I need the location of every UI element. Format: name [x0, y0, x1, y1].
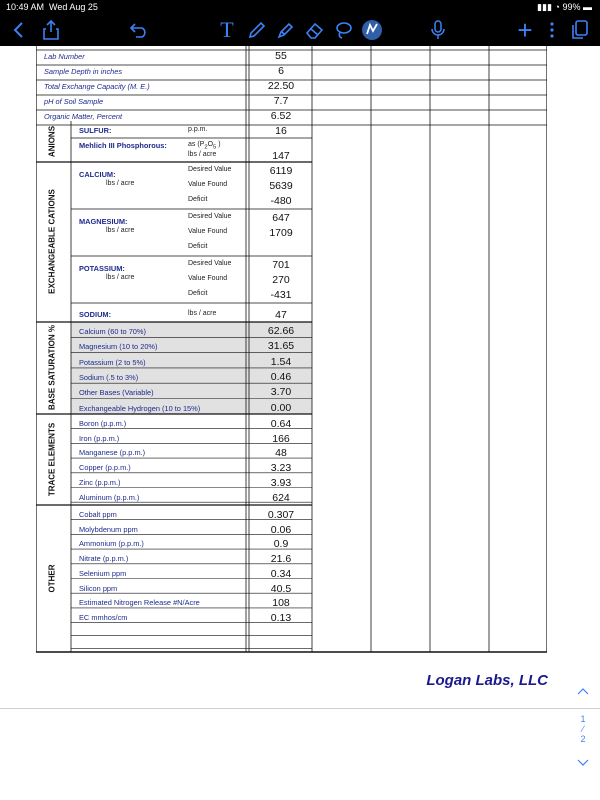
page-total: 2: [580, 734, 586, 744]
base-saturation-label: Magnesium (10 to 20%): [79, 342, 158, 352]
base-saturation-section-label: BASE SATURATION %: [47, 324, 57, 411]
magnesium-row-value: 647: [272, 212, 290, 224]
other-row-label: Selenium ppm: [79, 568, 127, 578]
phosphorus-value: 147: [272, 150, 290, 162]
add-icon[interactable]: +: [517, 14, 533, 45]
base-saturation-value: 62.66: [267, 325, 295, 337]
header-row-label: pH of Soil Sample: [44, 97, 104, 106]
base-saturation-label: Sodium (.5 to 3%): [79, 372, 139, 382]
header-row-value: 6.52: [270, 110, 292, 122]
other-row-label: EC mmhos/cm: [79, 612, 128, 622]
calcium-row-name: Desired Value: [188, 166, 232, 173]
calcium-row-name: Value Found: [188, 181, 228, 188]
pages-icon[interactable]: [570, 19, 590, 41]
trace-element-value: 3.23: [270, 462, 292, 475]
trace-section-label: TRACE ELEMENTS: [47, 422, 57, 496]
status-right: ▮▮▮ ◔ 99% ▬: [537, 2, 592, 12]
status-bar: [0, 0, 600, 14]
base-saturation-value: 1.54: [270, 355, 292, 368]
base-saturation-value: 31.65: [267, 340, 295, 353]
calcium-row-name: Deficit: [188, 196, 208, 203]
base-saturation-value: 0.00: [270, 401, 292, 414]
more-icon[interactable]: [546, 19, 558, 41]
magnesium-row-name: Deficit: [188, 243, 208, 250]
trace-element-value: 48: [275, 447, 287, 460]
page-separator: ⁄: [582, 724, 584, 734]
base-saturation-label: Calcium (60 to 70%): [79, 327, 146, 336]
other-row-value: 0.307: [267, 509, 295, 521]
potassium-unit: lbs / acre: [106, 274, 135, 281]
magnesium-row-value: 1709: [269, 227, 293, 239]
sulfur-unit: p.p.m.: [188, 126, 208, 133]
other-row-label: Ammonium (p.p.m.): [79, 539, 144, 549]
cations-section-label: EXCHANGEABLE CATIONS: [47, 189, 57, 294]
phosphorus-unit-lbs: lbs / acre: [188, 151, 217, 158]
base-saturation-label: Potassium (2 to 5%): [79, 357, 146, 367]
bottom-area: [0, 708, 600, 800]
other-row-label: Nitrate (p.p.m.): [79, 554, 129, 564]
calcium-unit: lbs / acre: [106, 180, 135, 187]
sodium-value: 47: [275, 309, 287, 321]
eraser-icon[interactable]: [303, 19, 327, 41]
trace-element-label: Aluminum (p.p.m.): [79, 492, 140, 502]
back-icon[interactable]: [8, 19, 28, 41]
potassium-row-value: 270: [272, 274, 290, 286]
page-down-icon[interactable]: [572, 758, 594, 770]
other-row-value: 0.13: [270, 611, 292, 624]
sodium-unit: lbs / acre: [188, 310, 217, 317]
other-row-value: 40.5: [270, 582, 292, 595]
other-row-value: 0.06: [270, 523, 292, 536]
other-row-value: 0.34: [270, 567, 292, 580]
other-row-label: Cobalt ppm: [79, 510, 117, 519]
highlighter-icon[interactable]: [274, 19, 298, 41]
header-row-label: Sample Depth in inches: [44, 67, 123, 76]
trace-element-value: 166: [272, 432, 290, 445]
other-row-value: 0.9: [273, 538, 289, 551]
header-row-value: 22.50: [267, 80, 295, 92]
app-toolbar: [0, 0, 600, 46]
other-row-value: 21.6: [270, 553, 292, 566]
base-saturation-label: Exchangeable Hydrogen (10 to 15%): [79, 403, 201, 413]
potassium-row-name: Value Found: [188, 275, 228, 282]
other-row-label: Estimated Nitrogen Release #N/Acre: [79, 598, 200, 608]
trace-element-label: Manganese (p.p.m.): [79, 448, 146, 458]
base-saturation-value: 3.70: [270, 386, 292, 399]
potassium-row-value: 701: [272, 259, 290, 271]
trace-element-label: Copper (p.p.m.): [79, 463, 131, 473]
sulfur-label: SULFUR:: [79, 126, 112, 135]
calcium-row-value: -480: [270, 195, 292, 207]
header-row-value: 55: [275, 50, 287, 62]
trace-element-value: 624: [272, 491, 290, 504]
phosphorus-unit: as ($P_2O_5$ ): [188, 141, 221, 151]
magnesium-row-name: Desired Value: [188, 213, 232, 220]
soil-report-table: [36, 46, 547, 654]
potassium-row-name: Desired Value: [188, 260, 232, 267]
sodium-label: SODIUM:: [79, 310, 112, 319]
page-current: 1: [580, 714, 586, 724]
company-logo: Logan Labs, LLC: [426, 672, 548, 689]
calcium-row-value: 5639: [269, 180, 293, 192]
status-time: 10:49 AM Wed Aug 25: [6, 2, 98, 12]
page-navigator[interactable]: [572, 686, 594, 776]
calcium-label: CALCIUM:: [79, 170, 116, 179]
header-row-label: Organic Matter, Percent: [44, 112, 123, 121]
header-row-value: 7.7: [273, 95, 289, 107]
other-section-label: OTHER: [47, 564, 57, 592]
trace-element-value: 3.93: [270, 476, 292, 489]
trace-element-label: Iron (p.p.m.): [79, 433, 120, 443]
pen-icon[interactable]: [245, 19, 269, 41]
shapes-icon[interactable]: [360, 19, 384, 41]
sulfur-value: 16: [275, 125, 287, 137]
phosphorus-label: Mehlich III Phosphorous:: [79, 141, 167, 150]
share-icon[interactable]: [40, 19, 62, 41]
other-row-value: 108: [272, 597, 290, 610]
magnesium-label: MAGNESIUM:: [79, 217, 128, 226]
microphone-icon[interactable]: [428, 19, 448, 41]
trace-element-label: Boron (p.p.m.): [79, 419, 127, 428]
potassium-row-value: -431: [270, 289, 292, 301]
header-row-value: 6: [278, 65, 284, 77]
header-row-label: Total Exchange Capacity (M. E.): [44, 82, 150, 91]
base-saturation-value: 0.46: [270, 370, 292, 383]
text-tool-icon[interactable]: T: [220, 17, 234, 42]
calcium-row-value: 6119: [269, 165, 293, 177]
page-up-icon[interactable]: [572, 686, 594, 704]
undo-icon[interactable]: [128, 19, 150, 41]
magnesium-row-name: Value Found: [188, 228, 228, 235]
trace-element-label: Zinc (p.p.m.): [79, 477, 121, 487]
base-saturation-label: Other Bases (Variable): [79, 388, 154, 398]
other-row-label: Silicon ppm: [79, 583, 118, 593]
other-row-label: Molybdenum ppm: [79, 524, 138, 534]
magnesium-unit: lbs / acre: [106, 227, 135, 234]
anions-section-label: ANIONS: [47, 125, 57, 157]
potassium-label: POTASSIUM:: [79, 264, 125, 273]
trace-element-value: 0.64: [270, 418, 292, 430]
header-row-label: Lab Number: [44, 52, 85, 61]
potassium-row-name: Deficit: [188, 290, 208, 297]
lasso-icon[interactable]: [332, 19, 356, 41]
